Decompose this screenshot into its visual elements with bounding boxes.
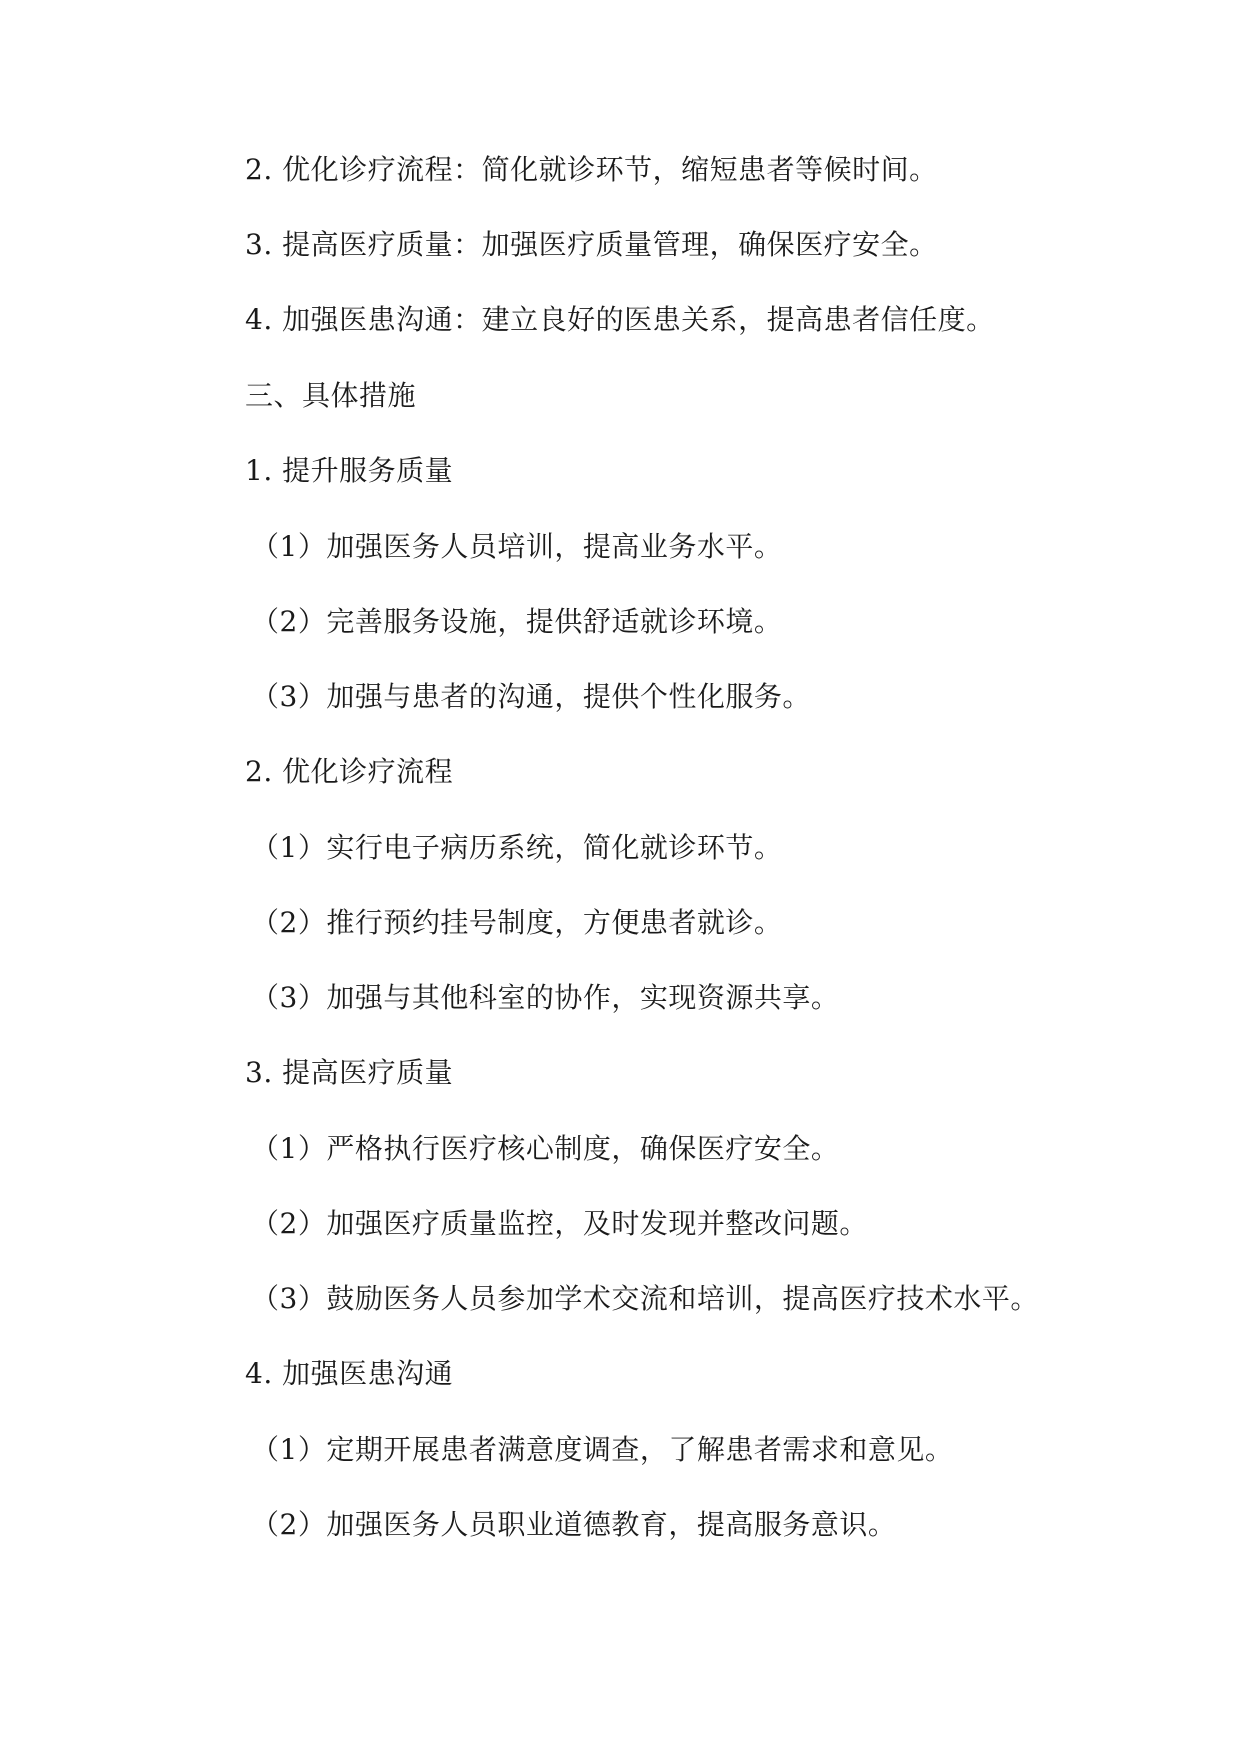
measure-2-item-3: （3）加强与其他科室的协作，实现资源共享。 [251,981,840,1014]
measure-heading-2: 2. 优化诊疗流程 [245,755,454,788]
measure-4-item-1: （1）定期开展患者满意度调查，了解患者需求和意见。 [251,1433,954,1466]
measure-heading-4: 4. 加强医患沟通 [245,1357,454,1390]
measure-2-item-2: （2）推行预约挂号制度，方便患者就诊。 [251,906,783,939]
goal-item-2: 2. 优化诊疗流程：简化就诊环节，缩短患者等候时间。 [245,153,938,186]
measure-heading-3: 3. 提高医疗质量 [245,1056,454,1089]
measure-3-item-1: （1）严格执行医疗核心制度，确保医疗安全。 [251,1132,840,1165]
measure-heading-1: 1. 提升服务质量 [245,454,454,487]
measure-1-item-1: （1）加强医务人员培训，提高业务水平。 [251,530,783,563]
goal-item-4: 4. 加强医患沟通：建立良好的医患关系，提高患者信任度。 [245,303,995,336]
measure-1-item-3: （3）加强与患者的沟通，提供个性化服务。 [251,680,811,713]
measure-1-item-2: （2）完善服务设施，提供舒适就诊环境。 [251,605,783,638]
measure-2-item-1: （1）实行电子病历系统，简化就诊环节。 [251,831,783,864]
measure-4-item-2: （2）加强医务人员职业道德教育，提高服务意识。 [251,1508,897,1541]
measure-3-item-2: （2）加强医疗质量监控，及时发现并整改问题。 [251,1207,868,1240]
goal-item-3: 3. 提高医疗质量：加强医疗质量管理，确保医疗安全。 [245,228,938,261]
section-heading-measures: 三、具体措施 [245,379,417,412]
measure-3-item-3: （3）鼓励医务人员参加学术交流和培训，提高医疗技术水平。 [251,1282,1039,1315]
